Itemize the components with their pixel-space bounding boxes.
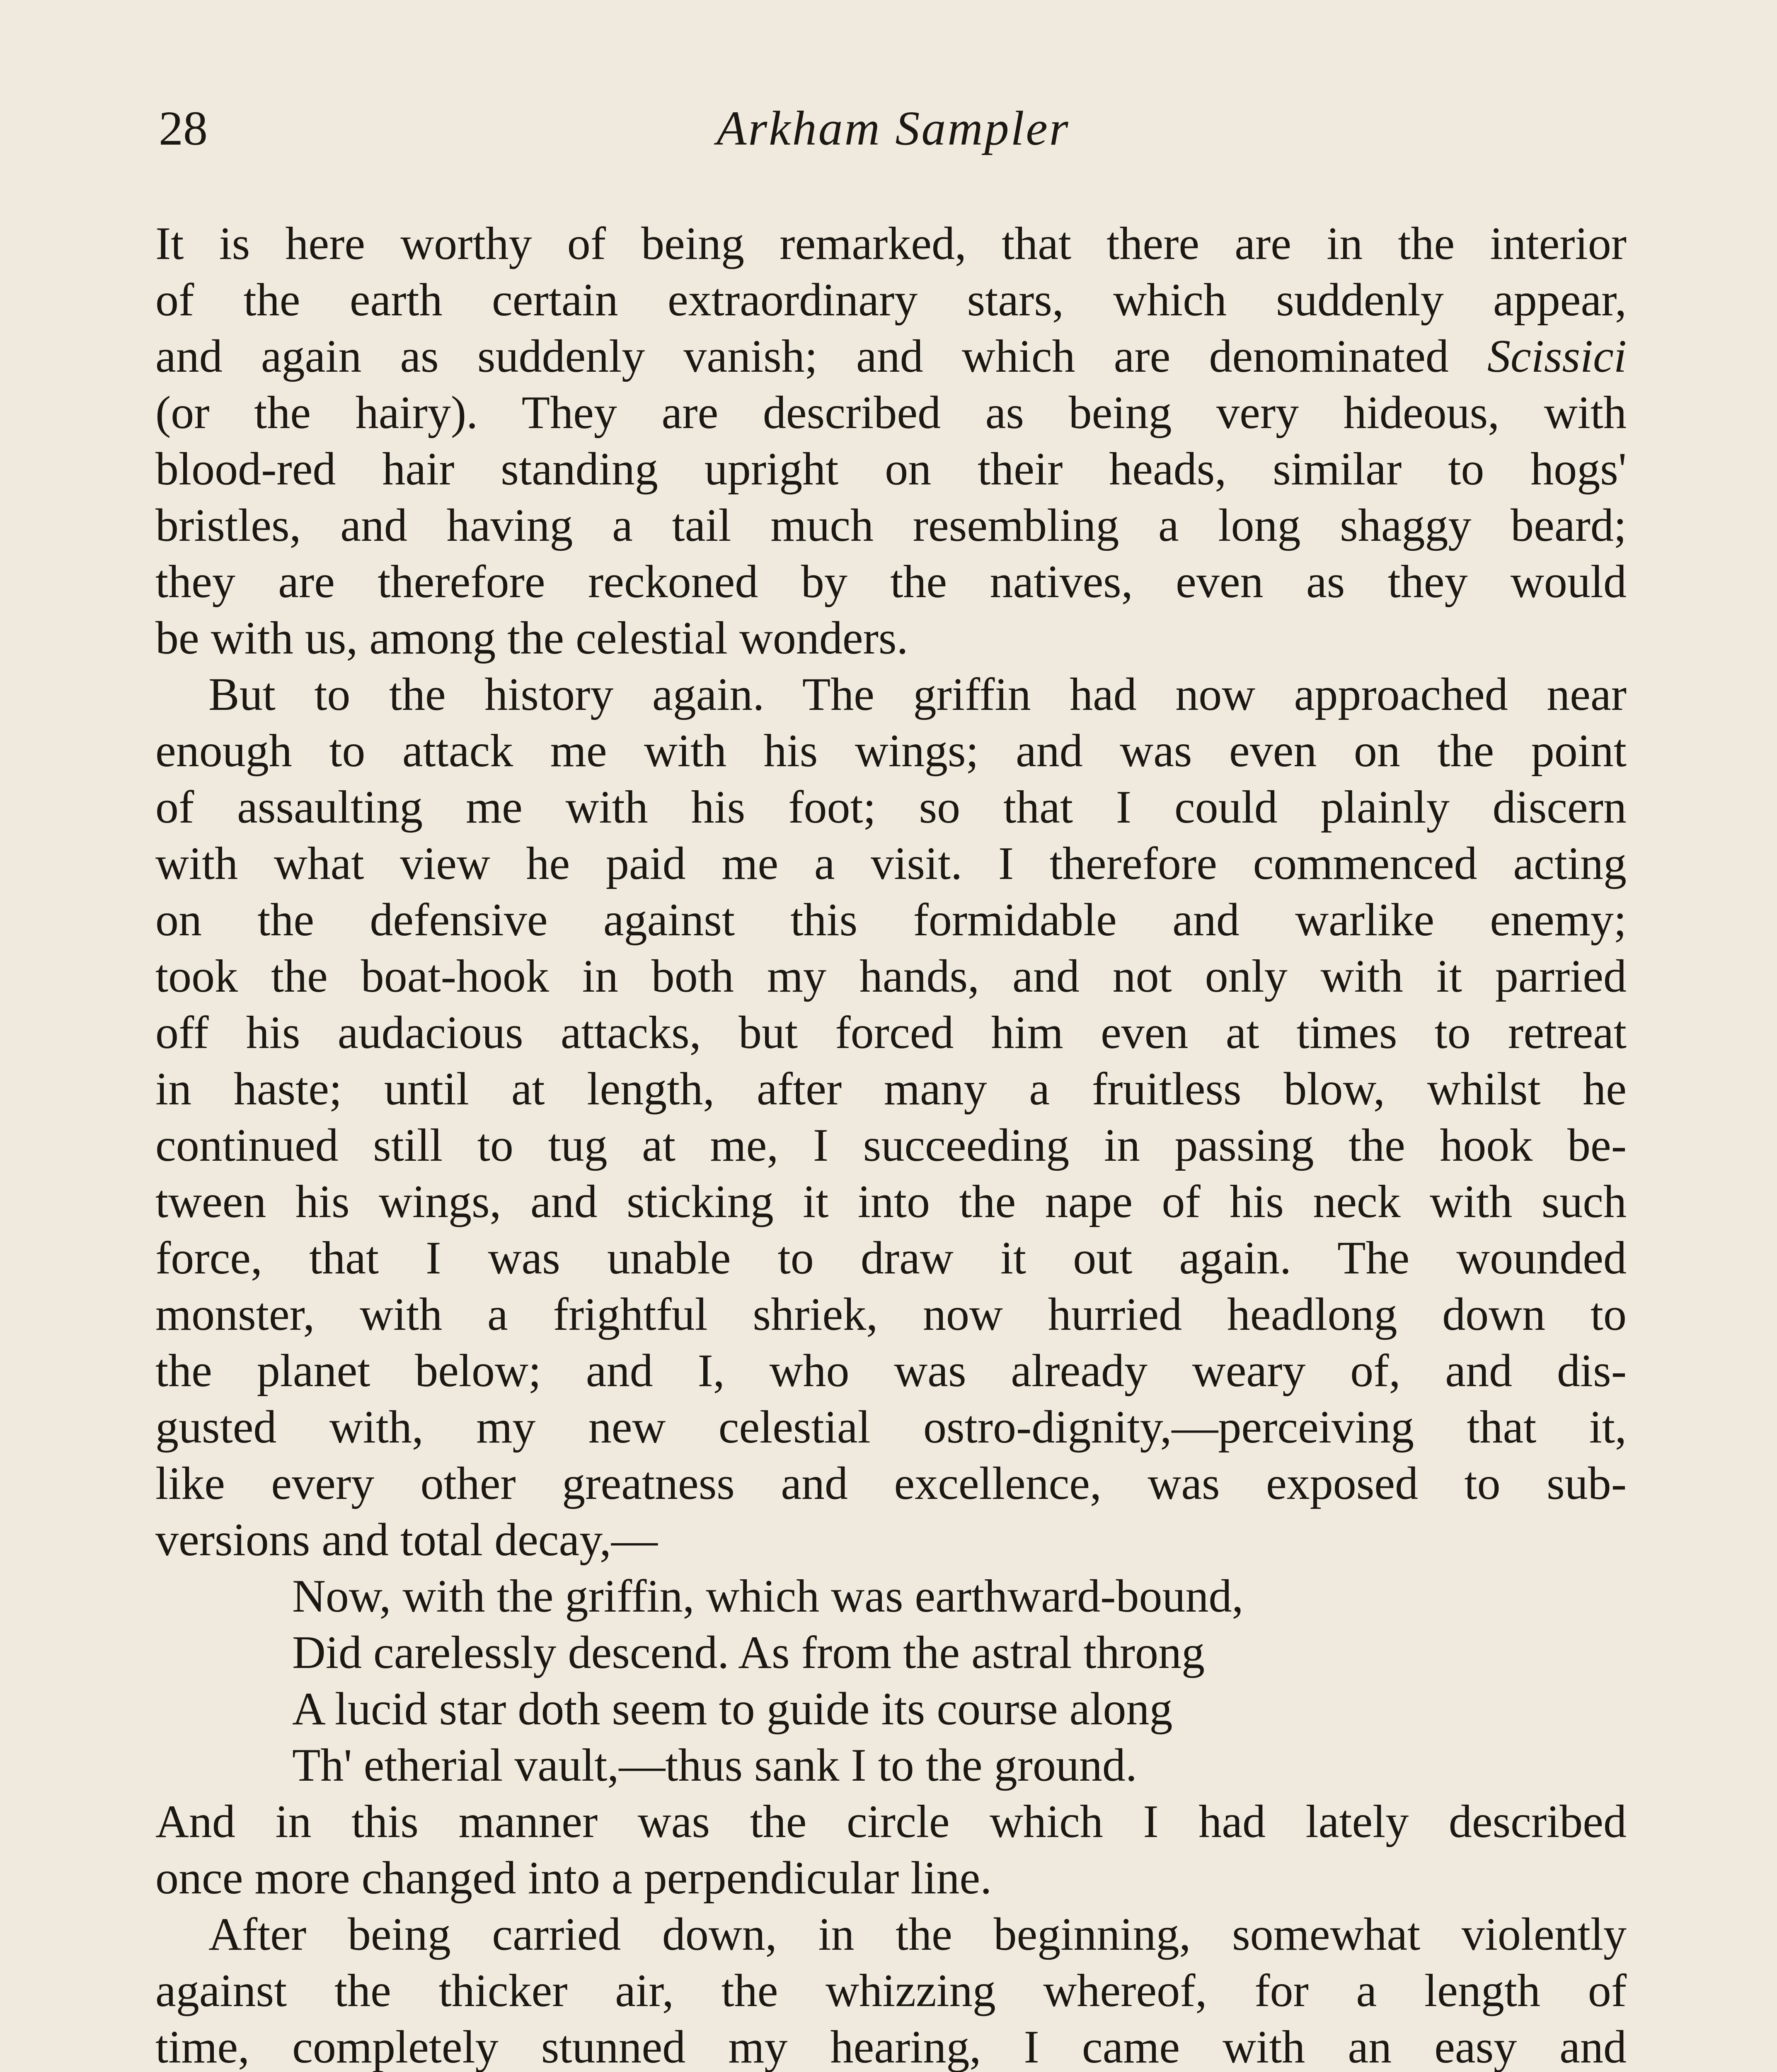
text-line: of the earth certain extraordinary stars, which suddenly appear, [155, 274, 1627, 326]
text-line: against the thicker air, the whizzing whereof, for a length of [155, 1965, 1627, 2016]
text-line: be with us, among the celestial wonders. [155, 612, 908, 664]
paragraph [155, 666, 1627, 1568]
text-line: on the defensive against this formidable and warlike enemy; [155, 894, 1627, 946]
text-line: It is here worthy of being remarked, that there are in the interior [155, 218, 1627, 269]
text-line-part: and again as suddenly vanish; and which are denominated [155, 331, 1488, 382]
text-line: off his audacious attacks, but forced him even at times to retreat [155, 1007, 1627, 1058]
text-line: of assaulting me with his foot; so that I could plainly discern [155, 782, 1627, 833]
verse-line: Th' etherial vault,—thus sank I to the ground. [292, 1740, 1137, 1791]
text-line: And in this manner was the circle which I had lately described [155, 1796, 1627, 1847]
text-line: once more changed into a perpendicular line. [155, 1852, 992, 1904]
text-line: blood-red hair standing upright on their heads, similar to hogs' [155, 443, 1627, 495]
text-line: tween his wings, and sticking it into the nape of his neck with such [155, 1176, 1627, 1227]
verse-line: Did carelessly descend. As from the astral throng [292, 1627, 1205, 1678]
emphasized-term: Scissici [1487, 331, 1627, 382]
paragraph [155, 1906, 1627, 2072]
text-line: they are therefore reckoned by the natives, even as they would [155, 556, 1627, 608]
text-line: continued still to tug at me, I succeeding in passing the hook be- [155, 1120, 1627, 1171]
text-line: bristles, and having a tail much resembling a long shaggy beard; [155, 500, 1627, 551]
text-line [155, 328, 1627, 385]
verse-block [155, 1568, 1627, 1794]
text-line: time, completely stunned my hearing, I came with an easy and [155, 2021, 1627, 2072]
paragraph [155, 1794, 1627, 1906]
running-head [159, 91, 1628, 166]
verse-line: A lucid star doth seem to guide its course along [292, 1683, 1173, 1735]
text-line: in haste; until at length, after many a fruitless blow, whilst he [155, 1063, 1627, 1115]
text-line: with what view he paid me a visit. I therefore commenced acting [155, 838, 1627, 889]
verse-line: Now, with the griffin, which was earthward-bound, [292, 1571, 1244, 1622]
text-line: enough to attack me with his wings; and was even on the point [155, 725, 1627, 777]
text-line: After being carried down, in the beginning, somewhat violently [208, 1909, 1627, 1960]
text-line: force, that I was unable to draw it out again. The wounded [155, 1232, 1627, 1284]
paragraph [155, 215, 1627, 666]
running-title: Arkham Sampler [717, 101, 1070, 155]
text-line: monster, with a frightful shriek, now hurried headlong down to [155, 1289, 1627, 1340]
text-line: (or the hairy). They are described as being very hideous, with [155, 387, 1627, 438]
text-line: the planet below; and I, who was already weary of, and dis- [155, 1345, 1627, 1397]
text-line: But to the history again. The griffin had now approached near [208, 669, 1627, 720]
text-line: like every other greatness and excellence, was exposed to sub- [155, 1458, 1627, 1509]
text-line: gusted with, my new celestial ostro-dignity,—perceiving that it, [155, 1402, 1627, 1453]
text-line: versions and total decay,— [155, 1514, 658, 1566]
text-line: took the boat-hook in both my hands, and not only with it parried [155, 951, 1627, 1002]
body-text [155, 215, 1627, 2072]
page-number: 28 [159, 101, 208, 155]
